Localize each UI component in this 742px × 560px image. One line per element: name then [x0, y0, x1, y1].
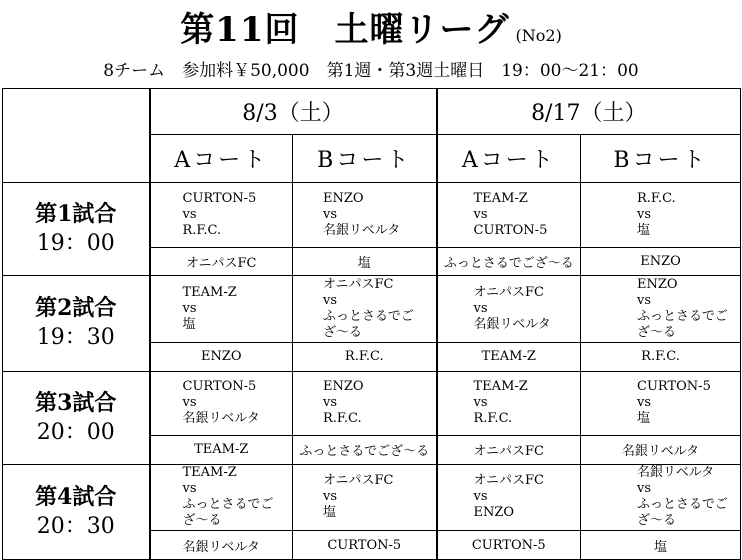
match-card [474, 473, 544, 521]
match-card [637, 379, 711, 427]
league-info: 8チーム 参加料￥50,000 第1週・第3週土曜日 19：00〜21：00 [103, 61, 639, 81]
date-header-1: 8/3（土） [150, 89, 437, 135]
home-team: CURTON-5 [637, 379, 711, 395]
match-cell [293, 464, 437, 531]
away-team: ふっとさるでござ〜る [637, 309, 728, 341]
vs-label: vs [182, 301, 197, 317]
vs-label: vs [182, 481, 197, 497]
match-row [3, 371, 741, 436]
referee-cell: 塩 [293, 247, 437, 276]
vs-label: vs [637, 481, 652, 497]
referee-cell: ENZO [150, 342, 293, 371]
match-card [474, 379, 528, 427]
round-label [3, 183, 150, 276]
page-header [0, 2, 742, 50]
round-name: 第1試合 [35, 201, 117, 228]
away-team: ふっとさるでござ〜る [637, 497, 728, 529]
home-team: TEAM-Z [182, 465, 237, 481]
referee-cell: ENZO [581, 247, 741, 276]
match-cell [581, 276, 741, 343]
match-card [323, 379, 364, 427]
vs-label: vs [637, 293, 652, 309]
match-cell [293, 183, 437, 248]
match-card [637, 277, 740, 341]
home-team: TEAM-Z [473, 379, 528, 395]
match-card [323, 191, 400, 239]
match-row [3, 276, 741, 343]
referee-cell: CURTON-5 [293, 531, 437, 560]
referee-cell: R.F.C. [293, 342, 437, 371]
home-team: TEAM-Z [473, 190, 528, 206]
referee-cell: 名銀リベルタ [581, 436, 741, 465]
match-cell [581, 371, 741, 436]
round-time: 19：30 [36, 325, 115, 351]
vs-label: vs [323, 206, 338, 222]
match-cell [293, 371, 437, 436]
match-card [637, 465, 740, 529]
match-cell [150, 371, 293, 436]
vs-label: vs [323, 489, 338, 505]
court-header: Bコート [581, 135, 741, 183]
home-team: オニパスFC [473, 473, 544, 489]
vs-label: vs [473, 395, 488, 411]
home-team: TEAM-Z [182, 285, 237, 301]
home-team: オニパスFC [323, 277, 394, 293]
match-card [474, 285, 551, 333]
home-team: ENZO [323, 190, 364, 206]
vs-label: vs [182, 395, 197, 411]
round-label [3, 464, 150, 559]
match-cell [437, 371, 581, 436]
home-team: オニパスFC [473, 285, 544, 301]
away-team: 名銀リベルタ [182, 411, 260, 427]
date-header-2: 8/17（土） [437, 89, 741, 135]
home-team: ENZO [323, 379, 364, 395]
referee-cell: オニパスFC [150, 247, 293, 276]
round-time: 20：30 [36, 513, 115, 539]
away-team: CURTON-5 [473, 222, 548, 238]
round-time: 19：00 [36, 231, 115, 257]
court-header: Aコート [150, 135, 293, 183]
match-card [183, 191, 257, 239]
away-team: R.F.C. [473, 411, 513, 427]
match-cell [437, 276, 581, 343]
match-cell [581, 464, 741, 531]
match-card [637, 191, 676, 239]
home-team: ENZO [637, 277, 678, 293]
match-cell [581, 183, 741, 248]
vs-label: vs [473, 206, 488, 222]
page-title-suffix: (No2) [515, 26, 562, 45]
away-team: 塩 [637, 411, 651, 427]
corner-cell [3, 89, 150, 183]
referee-cell: 名銀リベルタ [150, 531, 293, 560]
match-cell [150, 276, 293, 343]
referee-cell: TEAM-Z [437, 342, 581, 371]
home-team: R.F.C. [637, 190, 676, 206]
vs-label: vs [323, 293, 338, 309]
round-time: 20：00 [36, 419, 115, 445]
away-team: 名銀リベルタ [473, 317, 551, 333]
match-card [323, 473, 393, 521]
vs-label: vs [637, 206, 652, 222]
home-team: オニパスFC [323, 473, 394, 489]
match-card [474, 191, 548, 239]
away-team: R.F.C. [182, 222, 222, 238]
match-card [323, 277, 436, 341]
match-card [183, 285, 237, 333]
court-header: Bコート [293, 135, 437, 183]
date-header-row [3, 89, 741, 135]
referee-cell: R.F.C. [581, 342, 741, 371]
match-cell [437, 183, 581, 248]
match-cell [150, 464, 293, 531]
away-team: 塩 [182, 317, 196, 333]
home-team: CURTON-5 [182, 190, 257, 206]
away-team: 塩 [323, 505, 337, 521]
match-card [183, 379, 260, 427]
referee-cell: オニパスFC [437, 436, 581, 465]
referee-cell: ふっとさるでござ〜る [437, 247, 581, 276]
round-name: 第4試合 [35, 483, 117, 510]
vs-label: vs [182, 206, 197, 222]
vs-label: vs [473, 301, 488, 317]
vs-label: vs [473, 489, 488, 505]
referee-cell: CURTON-5 [437, 531, 581, 560]
referee-cell: TEAM-Z [150, 436, 293, 465]
away-team: 塩 [637, 222, 651, 238]
home-team: CURTON-5 [182, 379, 257, 395]
away-team: ENZO [473, 505, 515, 521]
match-cell [150, 183, 293, 248]
court-header: Aコート [437, 135, 581, 183]
round-name: 第2試合 [35, 295, 117, 322]
match-cell [293, 276, 437, 343]
away-team: ふっとさるでござ〜る [182, 497, 274, 529]
round-label [3, 276, 150, 371]
match-row [3, 183, 741, 248]
home-team: 名銀リベルタ [637, 465, 715, 481]
away-team: ふっとさるでござ〜る [323, 309, 414, 341]
round-name: 第3試合 [35, 389, 117, 416]
page-title: 第11回 土曜リーグ [180, 10, 510, 50]
away-team: 名銀リベルタ [323, 222, 401, 238]
vs-label: vs [323, 395, 338, 411]
away-team: R.F.C. [323, 411, 362, 427]
match-card [183, 465, 293, 529]
referee-cell: 塩 [581, 531, 741, 560]
vs-label: vs [637, 395, 652, 411]
round-label [3, 371, 150, 464]
match-cell [437, 464, 581, 531]
referee-cell: ふっとさるでござ〜る [293, 436, 437, 465]
match-row [3, 464, 741, 531]
schedule-table [2, 88, 741, 560]
